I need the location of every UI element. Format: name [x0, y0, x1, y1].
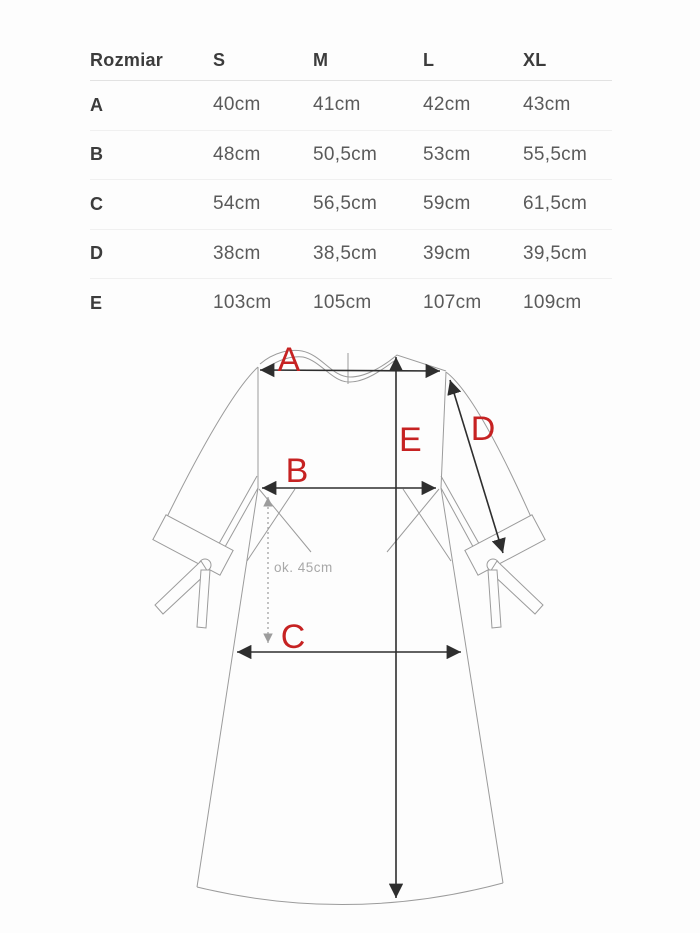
cell-e-m: 105cm [313, 292, 372, 314]
row-label-e: E [90, 292, 103, 313]
cell-a-xl: 43cm [523, 81, 612, 131]
cell-d-s: 38cm [213, 230, 313, 280]
measure-label-b: B [285, 452, 309, 490]
cell-d-xl: 39,5cm [523, 230, 612, 280]
measure-label-a: A [277, 341, 301, 379]
cell-c-xl: 61,5cm [523, 180, 612, 230]
row-label-b: B [90, 131, 213, 181]
measurement-letters [278, 341, 496, 656]
table-header-size-l: L [423, 40, 523, 81]
measure-label-d: D [470, 410, 496, 448]
row-label-d: D [90, 230, 213, 280]
cell-b-s: 48cm [213, 131, 313, 181]
cell-c-m: 56,5cm [313, 180, 423, 230]
skirt-fold-right-2 [387, 489, 439, 552]
skirt-fold-left-1 [247, 489, 295, 561]
row-label-c: C [90, 180, 213, 230]
cell-c-l: 59cm [423, 180, 523, 230]
cell-a-m: 41cm [313, 81, 423, 131]
cell-e-l: 107cm [423, 292, 482, 314]
table-header-size-xl: XL [523, 40, 612, 81]
measure-label-e: E [399, 421, 422, 459]
cell-d-l: 39cm [423, 230, 523, 280]
cell-b-xl: 55,5cm [523, 131, 612, 181]
cell-e-s: 103cm [213, 292, 272, 314]
sleeve-left-outer [167, 367, 258, 517]
approx-length-note: ok. 45cm [274, 560, 333, 575]
cuff-right-band [465, 515, 545, 575]
table-header-rozmiar: Rozmiar [90, 40, 213, 81]
measure-arrow-d [450, 380, 503, 553]
bodice-right-edge [441, 372, 446, 488]
cell-a-l: 42cm [423, 81, 523, 131]
sleeve-right-inner [441, 476, 482, 549]
cell-a-s: 40cm [213, 81, 313, 131]
cell-e-xl: 109cm [523, 292, 582, 314]
cell-d-m: 38,5cm [313, 230, 423, 280]
cuff-left-band [153, 515, 233, 575]
skirt-fold-left-2 [259, 489, 311, 552]
skirt-fold-right-1 [403, 489, 451, 561]
cell-c-s: 54cm [213, 180, 313, 230]
table-header-size-m: M [313, 40, 423, 81]
table-header-size-s: S [213, 40, 313, 81]
cell-b-l: 53cm [423, 131, 523, 181]
row-label-a: A [90, 81, 213, 131]
cell-b-m: 50,5cm [313, 131, 423, 181]
skirt-hem [197, 883, 503, 905]
measure-label-c: C [280, 618, 306, 656]
